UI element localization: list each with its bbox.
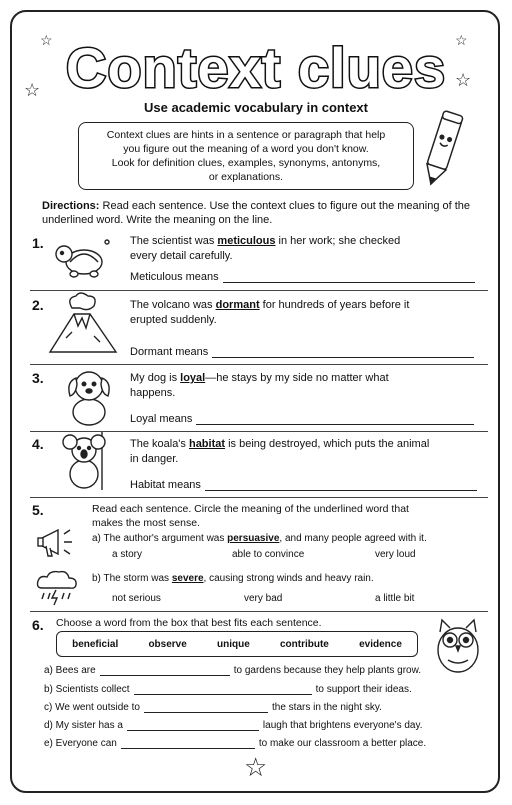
- page-subtitle: Use academic vocabulary in context: [144, 100, 368, 115]
- underlined-word: meticulous: [217, 235, 276, 247]
- answer-blank[interactable]: [121, 738, 255, 749]
- answer-blank[interactable]: [100, 665, 230, 676]
- page-title: Context clues: [65, 36, 447, 99]
- directions-text: Read each sentence. Use the context clues to figure out the meaning of the underlined word. Write the meaning on the line.: [42, 200, 471, 226]
- answer-row: [130, 412, 474, 425]
- means-label: Meticulous means: [130, 271, 219, 283]
- q5b-sentence: b) The storm was severe, causing strong winds and heavy rain.: [92, 573, 374, 584]
- answer-line[interactable]: [212, 345, 474, 358]
- answer-blank[interactable]: [134, 684, 312, 695]
- question-sentence: The scientist was meticulous in her work; she checked every detail carefully.: [130, 235, 401, 262]
- answer-blank[interactable]: [127, 720, 259, 731]
- q5a-sentence: a) The author's argument was persuasive, and many people agreed with it.: [92, 533, 427, 544]
- fill-item: c) We went outside to the stars in the night sky.: [44, 702, 382, 713]
- choice-option[interactable]: a story: [112, 549, 143, 560]
- fill-item: a) Bees are to gardens because they help plants grow.: [44, 665, 422, 676]
- turtle-icon: [52, 236, 112, 280]
- question-number: 2.: [32, 297, 44, 313]
- underlined-word: severe: [171, 573, 204, 584]
- divider: [30, 497, 488, 498]
- underlined-word: loyal: [180, 372, 206, 384]
- answer-line[interactable]: [196, 412, 474, 425]
- question-number: 6.: [32, 617, 44, 633]
- means-label: Loyal means: [130, 413, 193, 425]
- question-number: 3.: [32, 370, 44, 386]
- koala-icon: [58, 430, 114, 492]
- word-bank-item: unique: [217, 638, 250, 650]
- question-sentence: The volcano was dormant for hundreds of years before it erupted suddenly.: [130, 299, 410, 326]
- question-sentence: My dog is loyal—he stays by my side no matter what happens.: [130, 372, 389, 399]
- divider: [30, 290, 488, 291]
- underlined-word: dormant: [215, 299, 260, 311]
- answer-row: [130, 478, 477, 491]
- question-sentence: The koala's habitat is being destroyed, which puts the animal in danger.: [130, 438, 430, 465]
- fill-item: b) Scientists collect to support their ideas.: [44, 684, 412, 695]
- means-label: Dormant means: [130, 346, 209, 358]
- answer-blank[interactable]: [144, 702, 268, 713]
- info-line: Context clues are hints in a sentence or paragraph that help: [106, 129, 386, 141]
- q5-instruction: Read each sentence. Circle the meaning of the underlined word that makes the most sense.: [92, 503, 409, 529]
- dog-icon: [62, 364, 116, 428]
- q6-instruction: Choose a word from the box that best fits each sentence.: [56, 617, 322, 629]
- choice-option[interactable]: able to convince: [232, 549, 305, 560]
- fill-item: d) My sister has a laugh that brightens everyone's day.: [44, 720, 423, 731]
- owl-icon: [430, 614, 486, 676]
- question-number: 5.: [32, 502, 44, 518]
- storm-cloud-icon: [34, 568, 80, 606]
- directions: [42, 199, 482, 227]
- answer-row: [130, 345, 474, 358]
- word-bank-item: observe: [148, 638, 187, 650]
- answer-line[interactable]: [223, 270, 475, 283]
- means-label: Habitat means: [130, 479, 201, 491]
- star-icon: ☆: [455, 70, 472, 90]
- word-bank-item: contribute: [279, 638, 329, 650]
- star-icon: ☆: [455, 32, 468, 48]
- choice-option[interactable]: a little bit: [375, 593, 415, 604]
- underlined-word: habitat: [188, 438, 226, 450]
- star-icon: ☆: [40, 32, 53, 48]
- answer-row: [130, 270, 475, 283]
- fill-item: e) Everyone can to make our classroom a better place.: [44, 738, 427, 749]
- definition-box: [78, 122, 414, 190]
- star-icon: ☆: [244, 752, 268, 782]
- directions-label: Directions:: [42, 200, 100, 212]
- underlined-word: persuasive: [227, 533, 280, 544]
- megaphone-icon: [36, 524, 76, 560]
- divider: [30, 611, 488, 612]
- choice-option[interactable]: very bad: [244, 593, 283, 604]
- word-bank: [56, 631, 418, 657]
- answer-line[interactable]: [205, 478, 477, 491]
- choice-option[interactable]: very loud: [375, 549, 416, 560]
- info-line: or explanations.: [208, 171, 284, 183]
- word-bank-item: beneficial: [72, 638, 119, 650]
- star-icon: ☆: [24, 80, 41, 100]
- question-number: 1.: [32, 235, 44, 251]
- info-line: you figure out the meaning of a word you don't know.: [123, 143, 369, 155]
- word-bank-item: evidence: [359, 638, 402, 650]
- volcano-icon: [46, 292, 120, 356]
- pencil-mascot-icon: [418, 110, 468, 190]
- info-line: Look for definition clues, examples, synonyms, antonyms,: [111, 157, 381, 169]
- choice-option[interactable]: not serious: [112, 593, 161, 604]
- question-number: 4.: [32, 436, 44, 452]
